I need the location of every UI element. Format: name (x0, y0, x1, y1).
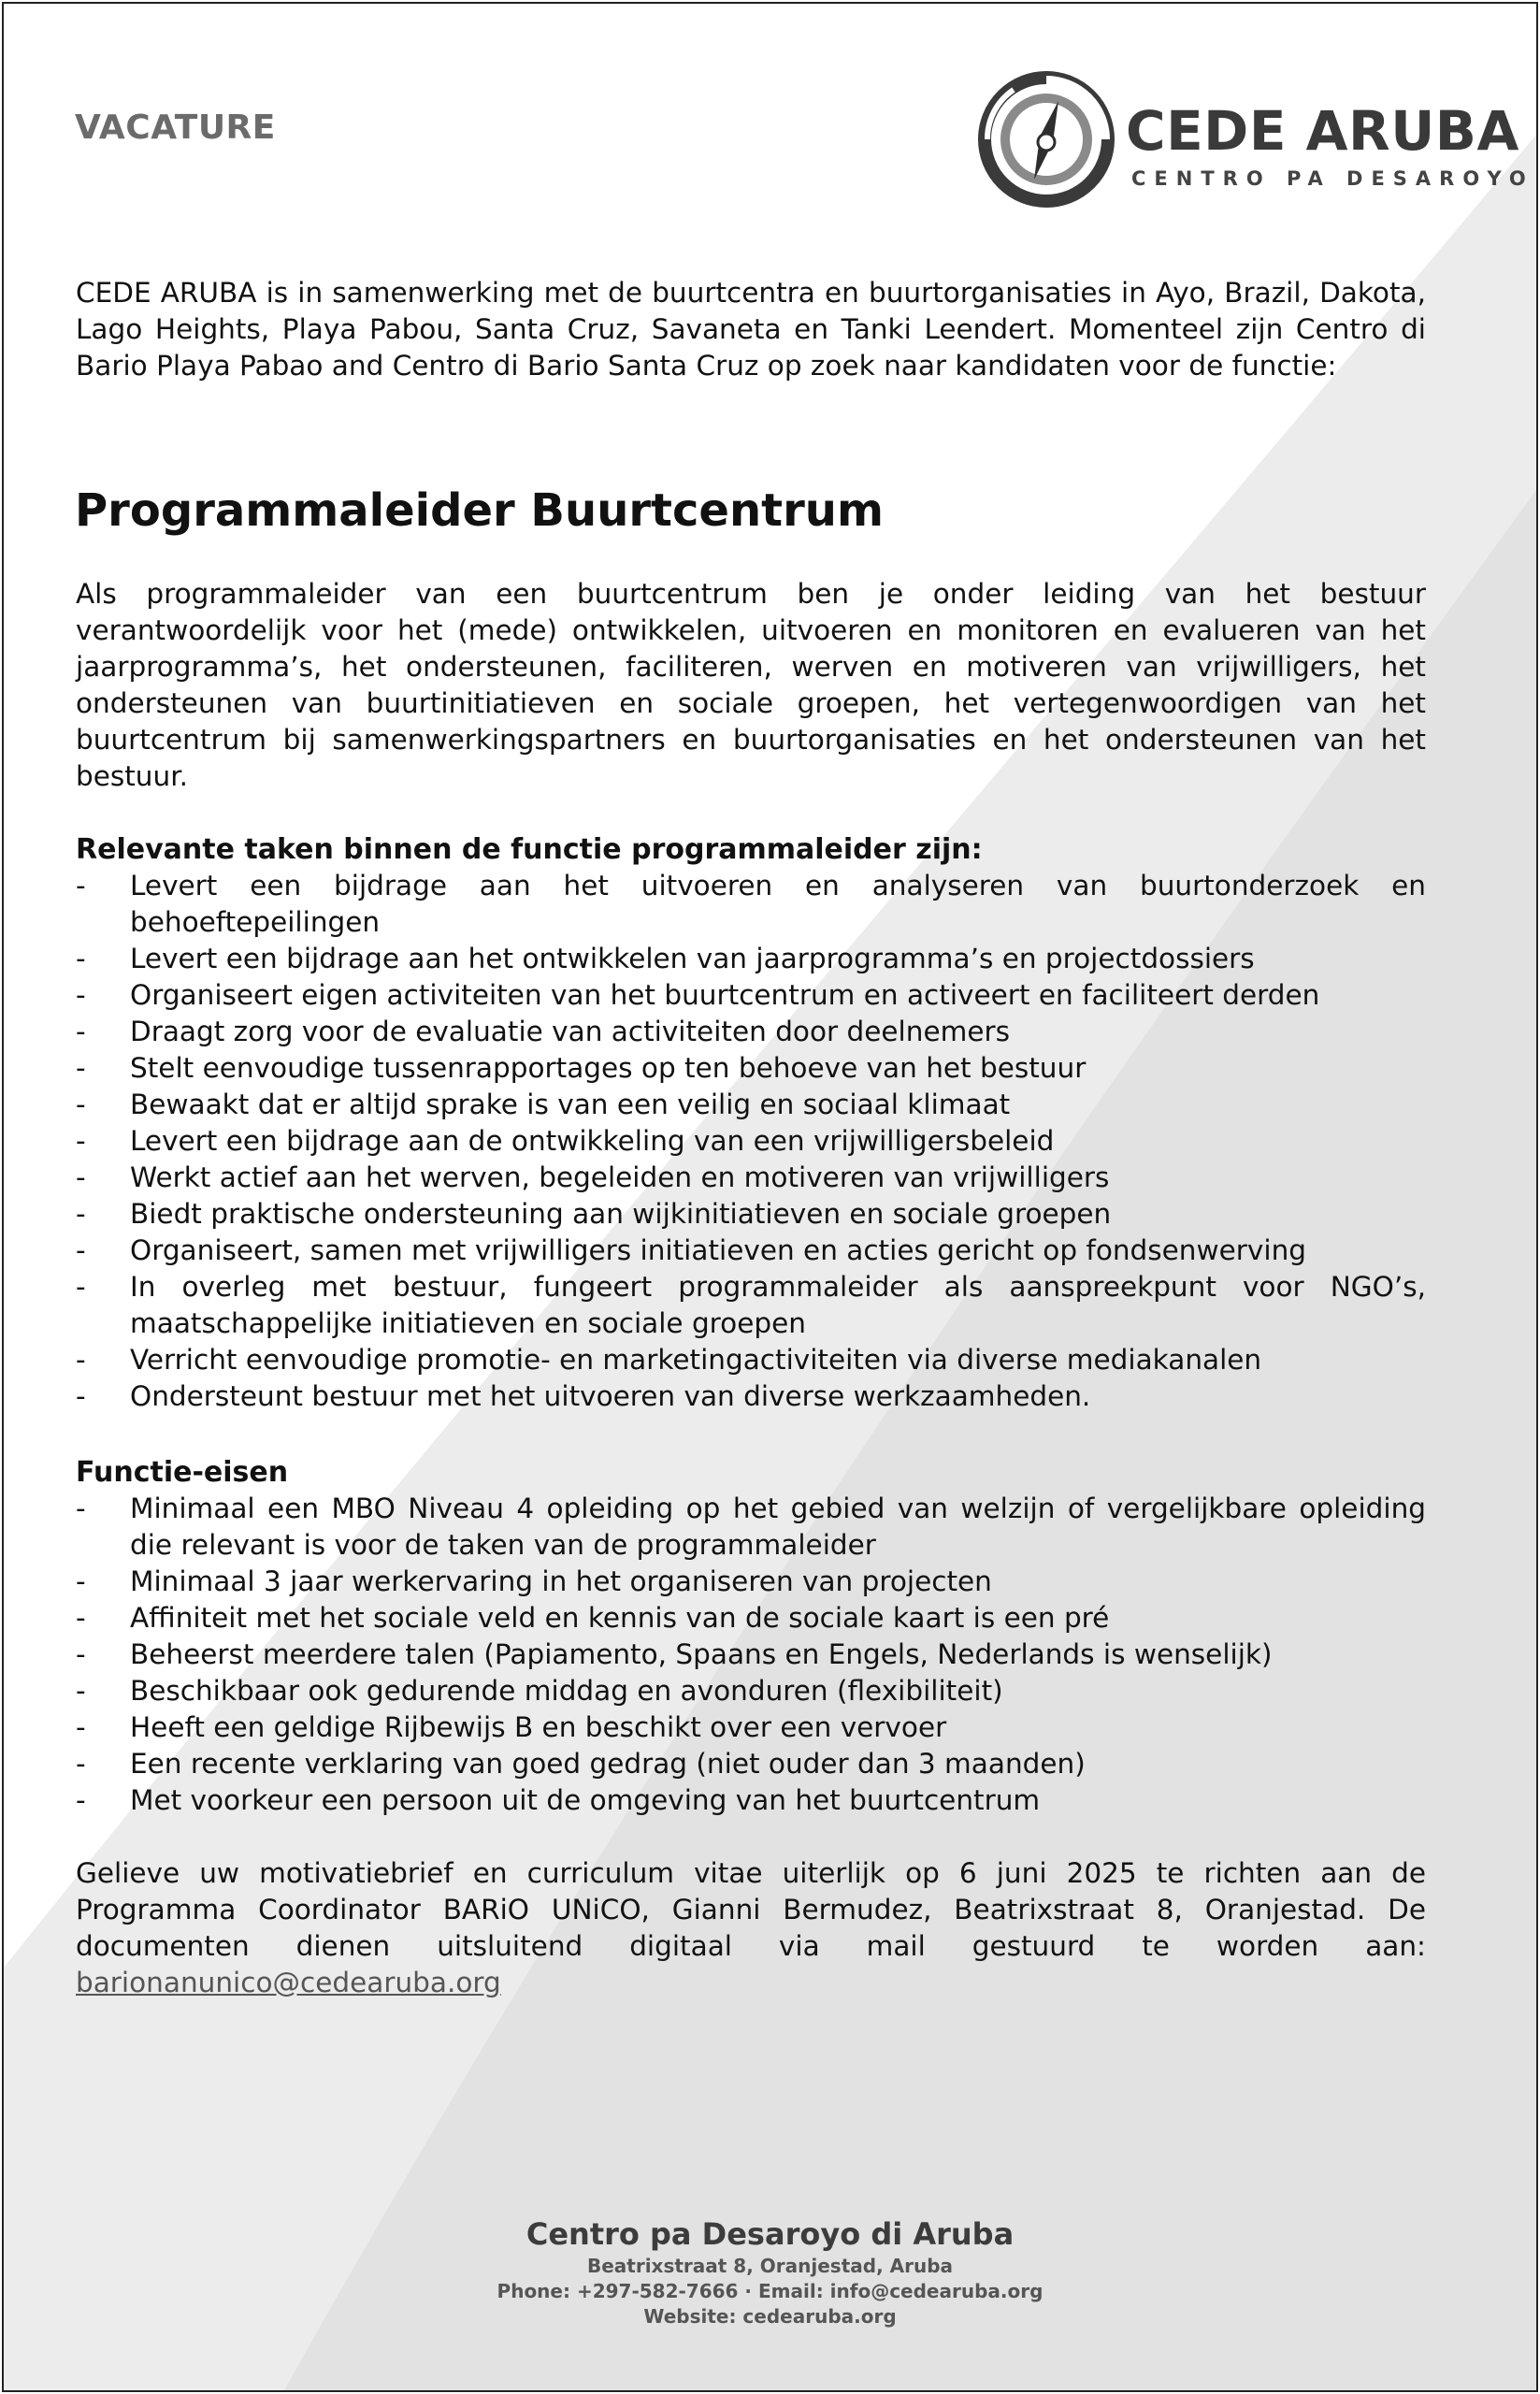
footer-contact: Phone: +297-582-7666 · Email: info@cedearuba.org (497, 2280, 1043, 2302)
intro-paragraph: CEDE ARUBA is in samenwerking met de buurtcentra en buurtorganisaties in Ayo, Brazil, Dakota, Lago Heights, Playa Pabou, Santa Cruz, Savaneta en Tanki Leendert. Momenteel zijn Centro di Bario Playa Pabao and Centro di Bario Santa Cruz op zoek naar kandidaten voor de functie: (76, 277, 1426, 382)
footer-address: Beatrixstraat 8, Oranjestad, Aruba (586, 2255, 954, 2277)
job-title: Programmaleider Buurtcentrum (75, 484, 884, 537)
requirements-list (76, 1491, 1426, 1819)
list-item: - Organiseert, samen met vrijwilligers initiatieven en acties gericht op fondsenwerving (76, 1234, 1306, 1266)
list-item: - Levert een bijdrage aan het ontwikkelen van jaarprogramma’s en projectdossiers (76, 943, 1255, 974)
logo-name: CEDE ARUBA (1126, 99, 1519, 163)
requirements-heading: Functie-eisen (76, 1456, 289, 1489)
list-item: - Beschikbaar ook gedurende middag en avonduren (flexibiliteit) (76, 1675, 1003, 1707)
list-item: - Affiniteit met het sociale veld en kennis van de sociale kaart is een pré (76, 1602, 1110, 1634)
list-item: - Levert een bijdrage aan het uitvoeren en analyseren van buurtonderzoek en behoeftepeilingen (76, 870, 1426, 938)
cede-aruba-logo (976, 69, 1534, 219)
list-item: - Werkt actief aan het werven, begeleiden en motiveren van vrijwilligers (76, 1161, 1110, 1193)
list-item: - Met voorkeur een persoon uit de omgeving van het buurtcentrum (76, 1784, 1041, 1816)
vacancy-page (2, 2, 1538, 2392)
footer (4, 2214, 1536, 2329)
list-item: - Bewaakt dat er altijd sprake is van een veilig en sociaal klimaat (76, 1089, 1011, 1120)
email-link[interactable]: barionanunico@cedearuba.org (76, 1967, 501, 1998)
list-item: - Heeft een geldige Rijbewijs B en beschikt over een vervoer (76, 1711, 947, 1743)
list-item: - Een recente verklaring van goed gedrag (niet ouder dan 3 maanden) (76, 1748, 1086, 1780)
list-item: - Beheerst meerdere talen (Papiamento, Spaans en Engels, Nederlands is wenselijk) (76, 1638, 1273, 1670)
description-paragraph: Als programmaleider van een buurtcentrum ben je onder leiding van het bestuur verantwoordelijk voor het (mede) ontwikkelen, uitvoeren en monitoren en evalueren van het jaarprogramma’s, het ondersteunen, faciliteren, werven en motiveren van vrijwilligers, het ondersteunen van buurtinitiatieven en sociale groepen, het vertegenwoordigen van het buurtcentrum bij samenwerkingspartners en buurtorganisaties en het ondersteunen van het bestuur. (76, 578, 1426, 792)
list-item: - Levert een bijdrage aan de ontwikkeling van een vrijwilligersbeleid (76, 1125, 1055, 1157)
footer-website: Website: cedearuba.org (643, 2305, 897, 2328)
tasks-list (76, 868, 1426, 1415)
closing-paragraph (76, 1855, 1426, 2001)
list-item: - Draagt zorg voor de evaluatie van activiteiten door deelnemers (76, 1016, 1010, 1047)
list-item: - Stelt eenvoudige tussenrapportages op ten behoeve van het bestuur (76, 1052, 1087, 1084)
list-item: - Verricht eenvoudige promotie- en marketingactiviteiten via diverse mediakanalen (76, 1344, 1262, 1376)
list-item: - Organiseert eigen activiteiten van het buurtcentrum en activeert en faciliteert derden (76, 979, 1320, 1011)
footer-org-name: Centro pa Desaroyo di Aruba (525, 2216, 1015, 2252)
list-item: - Minimaal een MBO Niveau 4 opleiding op het gebied van welzijn of vergelijkbare opleiding die relevant is voor de taken van de programmaleider (76, 1493, 1426, 1561)
list-item: - Ondersteunt bestuur met het uitvoeren van diverse werkzaamheden. (76, 1380, 1091, 1412)
list-item: - Biedt praktische ondersteuning aan wijkinitiatieven en sociale groepen (76, 1198, 1112, 1230)
vacancy-label: VACATURE (75, 108, 276, 147)
closing-text: Gelieve uw motivatiebrief en curriculum vitae uiterlijk op 6 juni 2025 te richten aan de Programma Coordinator BARiO UNiCO, Gianni Bermudez, Beatrixstraat 8, Oranjestad. De documenten dienen uitsluitend digitaal via mail gestuurd te worden aan: (76, 1857, 1426, 1962)
list-item: - Minimaal 3 jaar werkervaring in het organiseren van projecten (76, 1565, 992, 1597)
tasks-heading: Relevante taken binnen de functie programmaleider zijn: (76, 833, 983, 866)
list-item: - In overleg met bestuur, fungeert programmaleider als aanspreekpunt voor NGO’s, maatschappelijke initiatieven en sociale groepen (76, 1271, 1426, 1339)
compass-logo-icon (976, 69, 1116, 209)
logo-subtitle: CENTRO PA DESAROYO (1131, 167, 1534, 190)
